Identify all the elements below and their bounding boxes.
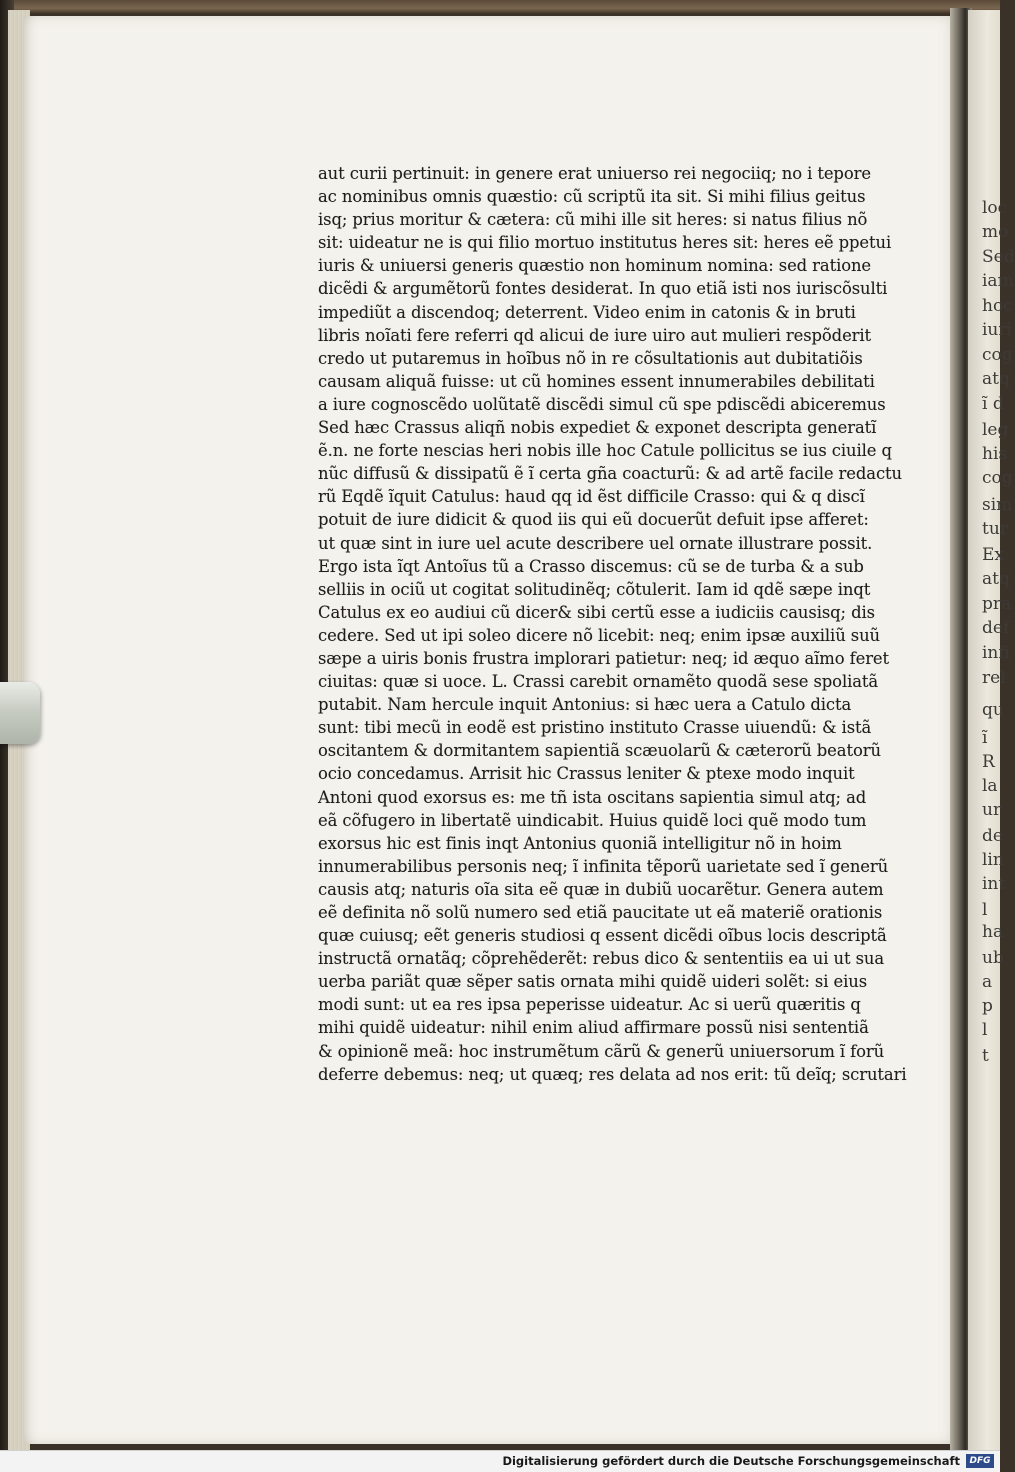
text-line: Sed hæc Crassus aliqñ nobis expediet & exponet descripta generatĩ	[318, 418, 877, 438]
text-line: sunt: tibi mecũ in eodẽ est pristino instituto Crasse uiuendũ: & istã	[318, 718, 872, 738]
facing-page-fragment: iuri	[982, 320, 1012, 340]
facing-page-fragment: de	[982, 826, 1003, 846]
facing-page	[968, 10, 1015, 1460]
book-binding-top	[0, 0, 1000, 14]
facing-page-fragment: a	[982, 972, 993, 992]
facing-page-fragment: Sed	[982, 247, 1015, 267]
text-line: iuris & uniuersi generis quæstio non hominum nomina: sed ratione	[318, 256, 872, 276]
text-line: quæ cuiusq; eẽt generis studiosi q essent dicẽdi oĩbus locis descriptã	[318, 926, 887, 946]
facing-page-fragment: loc	[982, 198, 1008, 218]
facing-page-fragment: hoc	[982, 296, 1013, 316]
text-line: dicẽdi & argumẽtorũ fontes desiderat. In quo etiã isti nos iuriscõsulti	[318, 279, 888, 299]
facing-page-fragment: l	[982, 1020, 988, 1040]
facing-page-fragment: sim	[982, 495, 1013, 515]
facing-page-fragment: ur	[982, 800, 1002, 820]
facing-page-fragment: atq	[982, 569, 1010, 589]
text-line: oscitantem & dormitantem sapientiã scæuolarũ & cæterorũ beatorũ	[318, 741, 881, 761]
text-line: ac nominibus omnis quæstio: cũ scriptũ ita sit. Si mihi filius geitus	[318, 187, 866, 207]
text-line: innumerabilibus personis neq; ĩ infinita tẽporũ uarietate sed ĩ generũ	[318, 856, 889, 876]
facing-page-fragment: ub	[982, 948, 1004, 968]
text-line: & opinionẽ meã: hoc instrumẽtum cãrũ & generũ uniuersorum ĩ forũ	[318, 1041, 885, 1061]
page-text-block	[318, 162, 907, 1086]
facing-page-fragment: infi	[982, 643, 1010, 663]
facing-page-fragment: p	[982, 996, 993, 1016]
facing-page-fragment: lin	[982, 850, 1004, 870]
text-line: deferre debemus: neq; ut quæq; res delata ad nos erit: tũ deĩq; scrutari	[318, 1064, 907, 1084]
facing-page-fragment: ĩ d	[982, 394, 1004, 414]
text-line: isq; prius moritur & cætera: cũ mihi ille sit heres: si natus filius nõ	[318, 210, 868, 230]
text-line: ciuitas: quæ si uoce. L. Crassi carebit ornamẽto quodã sese spoliatã	[318, 672, 879, 692]
text-line: impediũt a discendoq; deterrent. Video enim in catonis & in bruti	[318, 302, 856, 322]
facing-page-fragment: la	[982, 776, 998, 796]
facing-page-fragment: pra	[982, 594, 1012, 614]
facing-page-fragment: tur	[982, 519, 1008, 539]
facing-page-fragment: rel	[982, 668, 1006, 688]
dfg-logo-icon: DFG	[966, 1454, 994, 1468]
facing-page-fragment: ĩ	[982, 728, 988, 748]
text-line: putabit. Nam hercule inquit Antonius: si hæc uera a Catulo dicta	[318, 695, 852, 715]
text-line: cedere. Sed ut ipi soleo dicere nõ licebit: neq; enim ipsæ auxiliũ suũ	[318, 625, 880, 645]
facing-page-fragment: l	[982, 900, 988, 920]
facing-page-fragment: cog	[982, 345, 1013, 365]
text-line: modi sunt: ut ea res ipsa peperisse uideatur. Ac si uerũ quæritis q	[318, 995, 861, 1015]
text-line: ut quæ sint in iure uel acute describere uel ornate illustrare possit.	[318, 533, 873, 553]
text-line: sæpe a uiris bonis frustra implorari patietur: neq; id æquo aĩmo feret	[318, 648, 890, 668]
text-line: aut curii pertinuit: in genere erat uniuerso rei negociiq; no i tepore	[318, 164, 871, 183]
text-line: instructã ornatãq; cõprehẽderẽt: rebus dico & sententiis ea ui ut sua	[318, 949, 885, 969]
text-line: potuit de iure didicit & quod iis qui eũ docuerũt defuit ipse afferet:	[318, 510, 869, 530]
text-line: Ergo ista ĩqt Antoĩus tũ a Crasso discemus: cũ se de turba & a sub	[318, 556, 864, 576]
text-line: a iure cognoscẽdo uolũtatẽ discẽdi simul cũ spe pdiscẽdi abiceremus	[318, 394, 886, 414]
text-line: credo ut putaremus in hoĩbus nõ in re cõsultationis aut dubitatiõis	[318, 348, 863, 368]
text-line: selliis in ociũ ut cogitat solitudinẽq; cõtulerit. Iam id qdẽ sæpe inqt	[318, 579, 871, 599]
facing-page-fragment: his	[982, 444, 1008, 464]
text-line: ẽ.n. ne forte nescias heri nobis ille hoc Catule pollicitus se ius ciuile q	[318, 441, 892, 461]
text-line: Catulus ex eo audiui cũ dicer& sibi certũ esse a iudiciis causisq; dis	[318, 602, 875, 622]
facing-page-fragment: cog	[982, 468, 1013, 488]
facing-page-fragment: Ex	[982, 545, 1004, 565]
text-line: uerba pariãt quæ sẽper satis ornata mihi quidẽ uideri solẽt: si eius	[318, 972, 868, 992]
footer-credit: Digitalisierung gefördert durch die Deutsche Forschungsgemeinschaft	[502, 1454, 960, 1468]
footer-bar	[0, 1450, 1000, 1472]
text-line: eẽ definita nõ solũ numero sed etiã paucitate ut eã materiẽ orationis	[318, 903, 883, 922]
text-line: causam aliquã fuisse: ut cũ homines essent innumerabiles debilitati	[318, 371, 875, 391]
facing-page-fragment: qu	[982, 700, 1004, 720]
text-line: sit: uideatur ne is qui filio mortuo institutus heres sit: heres eẽ ppetui	[318, 233, 892, 253]
text-line: Antoni quod exorsus es: me tñ ista oscitans sapientia simul atq; ad	[318, 787, 867, 807]
text-line: eã cõfugero in libertatẽ uindicabit. Huius quidẽ loci quẽ modo tum	[318, 810, 867, 830]
text-line: nũc diffusũ & dissipatũ ẽ ĩ certa gña coacturũ: & ad artẽ facile redactu	[318, 464, 902, 484]
text-line: exorsus hic est finis inqt Antonius quoniã intelligitur nõ in hoim	[318, 833, 842, 853]
text-line: ocio concedamus. Arrisit hic Crassus leniter & ptexe modo inquit	[318, 764, 855, 784]
text-line: libris noĩati fere referri qd alicui de iure uiro aut mulieri respõderit	[318, 325, 872, 345]
text-line: rũ Eqdẽ ĩquit Catulus: haud qq id ẽst difficile Crasso: qui & q discĩ	[318, 487, 865, 507]
text-line: causis atq; naturis oĩa sita eẽ quæ in dubiũ uocarẽtur. Genera autem	[318, 879, 884, 899]
facing-page-fragment: t	[982, 1046, 989, 1066]
facing-page-fragment: mo	[982, 222, 1009, 242]
bookmark-ribbon	[0, 682, 40, 744]
facing-page-fragment: int	[982, 874, 1006, 894]
facing-page-fragment: leg	[982, 420, 1009, 440]
facing-page-fragment: R	[982, 752, 995, 772]
facing-page-fragment: iam	[982, 271, 1014, 291]
facing-page-fragment: def	[982, 618, 1010, 638]
text-line: mihi quidẽ uideatur: nihil enim aliud affirmare possũ nisi sententiã	[318, 1018, 869, 1038]
facing-page-fragment: ha	[982, 922, 1004, 942]
facing-page-fragment: atq	[982, 369, 1010, 389]
